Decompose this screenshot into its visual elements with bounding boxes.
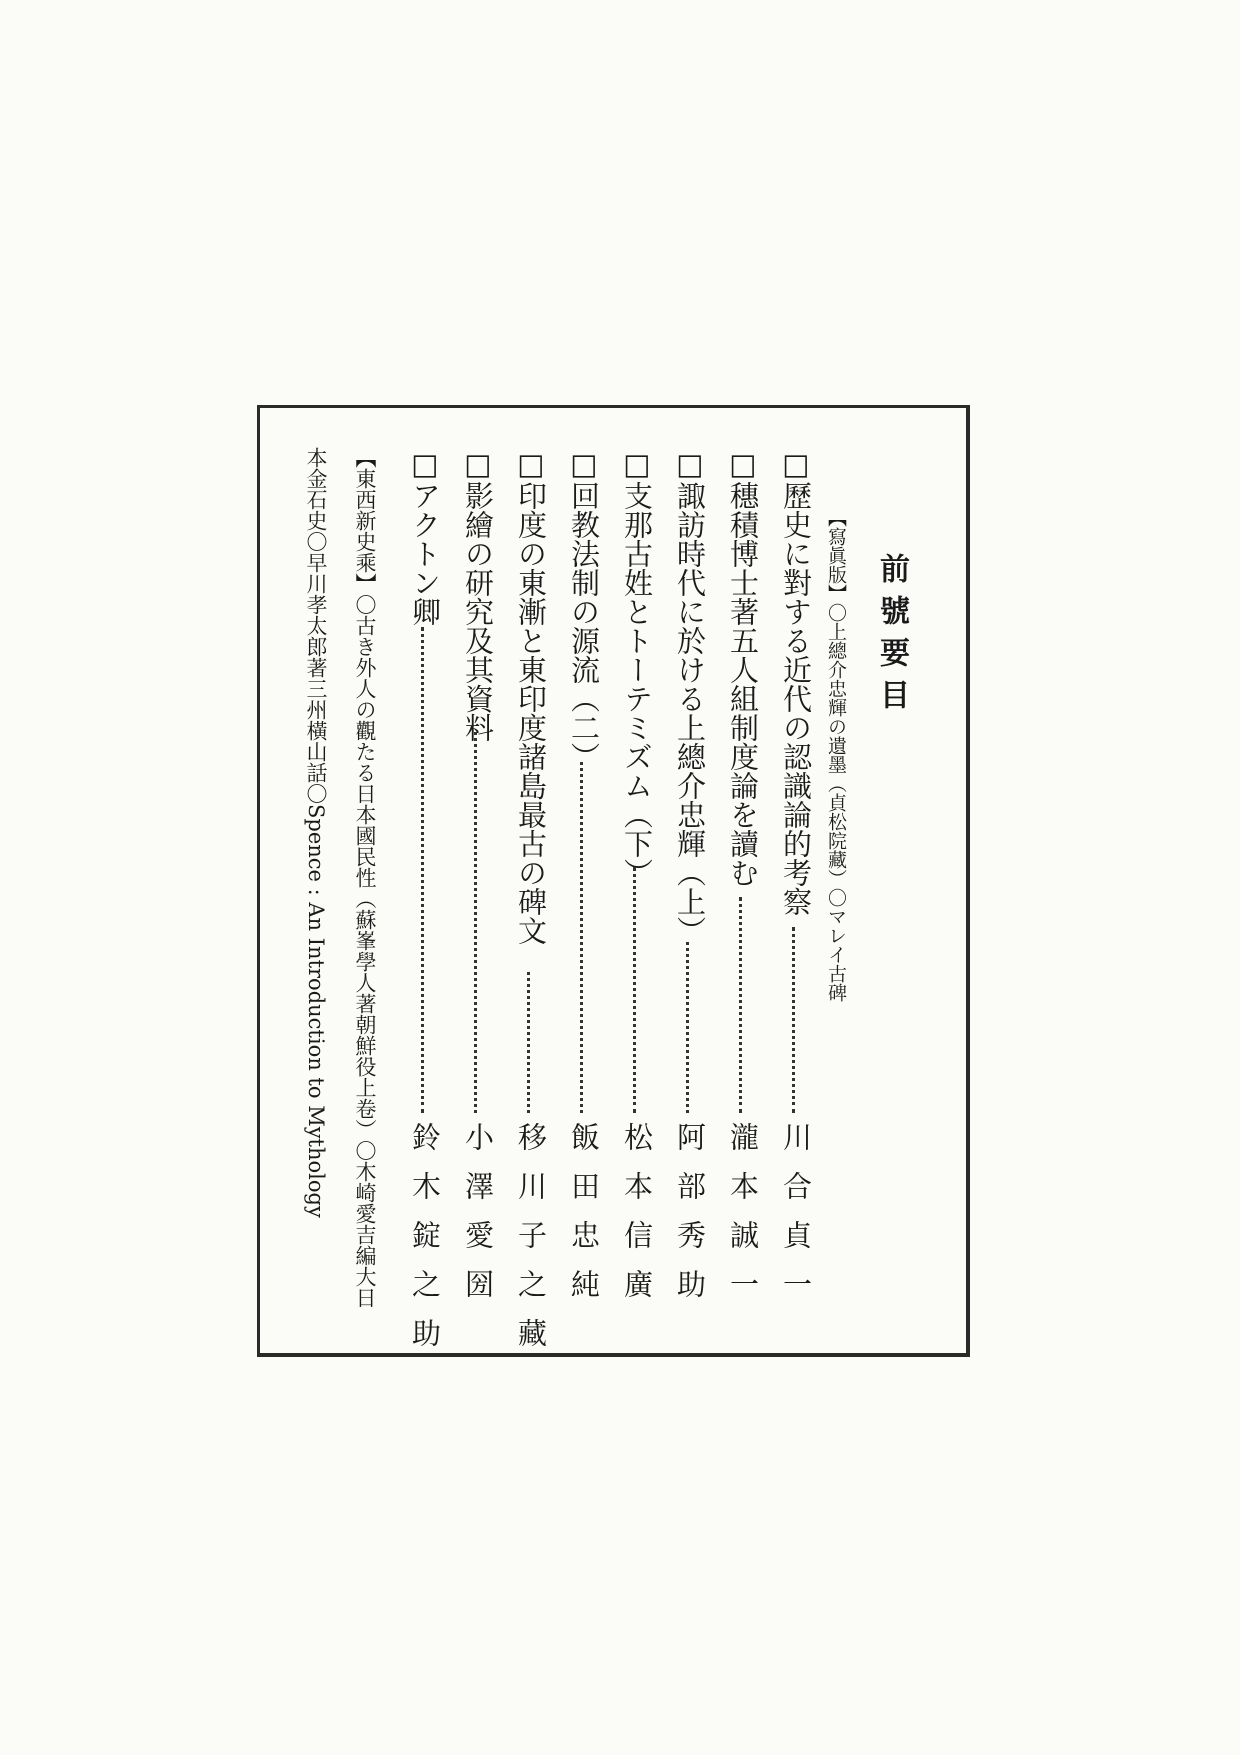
page-title: 前號要目 bbox=[874, 553, 909, 721]
entry-author: 阿部秀助 bbox=[673, 1122, 707, 1318]
entry-title: □影繪の研究及其資料 bbox=[461, 447, 495, 742]
entry-author: 飯田忠純 bbox=[567, 1122, 601, 1318]
list-item bbox=[458, 447, 498, 1327]
list-item bbox=[776, 447, 816, 1327]
leader-dots bbox=[686, 942, 689, 1113]
entry-author: 小澤愛圀 bbox=[461, 1122, 495, 1318]
list-item bbox=[564, 447, 604, 1327]
entry-author: 松本信廣 bbox=[620, 1122, 654, 1318]
list-item bbox=[405, 447, 445, 1367]
photo-section-line: 【寫眞版】〇上總介忠輝の遺墨（貞松院藏）〇マレイ古碑 bbox=[825, 508, 847, 1002]
entry-author: 瀧本誠一 bbox=[726, 1122, 760, 1318]
list-item bbox=[617, 447, 657, 1327]
entry-title: □穗積博士著五人組制度論を讀む bbox=[726, 447, 760, 887]
entry-title: □アクトン卿 bbox=[408, 447, 442, 626]
news-section-line: 【東西新史乘】〇古き外人の觀たる日本國民性（蘇峯學人著朝鮮役上卷）〇木崎愛吉編大日 bbox=[353, 447, 377, 1308]
entry-author: 鈴木錠之助 bbox=[408, 1122, 442, 1367]
leader-dots bbox=[633, 867, 636, 1113]
entry-title: □印度の東漸と東印度諸島最古の碑文 bbox=[514, 447, 548, 945]
entry-title: □支那古姓とトーテミズム（下） bbox=[620, 447, 654, 887]
list-item bbox=[670, 447, 710, 1327]
entry-author: 移川子之藏 bbox=[514, 1122, 548, 1367]
list-item bbox=[511, 447, 551, 1367]
leader-dots bbox=[421, 627, 424, 1113]
entry-author: 川合貞一 bbox=[779, 1122, 813, 1318]
news-section-continued: 本金石史〇早川孝太郎著三州橫山話〇Spence : An Introduction to Mythology bbox=[304, 447, 328, 1218]
leader-dots bbox=[527, 972, 530, 1113]
entry-title: □諏訪時代に於ける上總介忠輝（上） bbox=[673, 447, 707, 945]
list-item bbox=[723, 447, 763, 1327]
entry-title: □歷史に對する近代の認識論的考察 bbox=[779, 447, 813, 916]
entry-title: □回教法制の源流（二） bbox=[567, 447, 601, 771]
leader-dots bbox=[792, 927, 795, 1113]
leader-dots bbox=[739, 897, 742, 1113]
leader-dots bbox=[580, 762, 583, 1113]
leader-dots bbox=[474, 732, 477, 1113]
